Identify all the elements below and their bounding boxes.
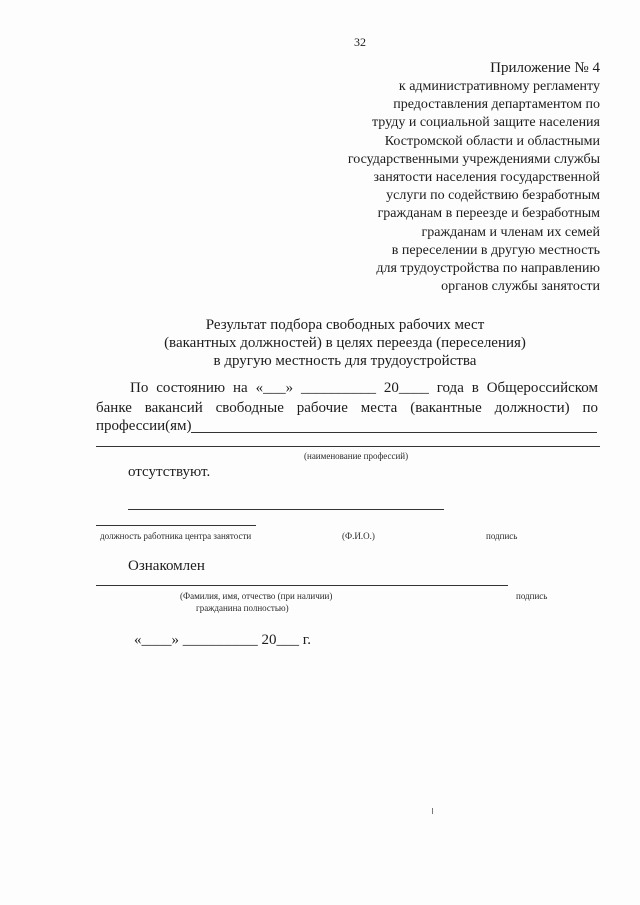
appendix-title: Приложение № 4	[490, 60, 600, 76]
result-title-line: (вакантных должностей) в целях переезда (переселения)	[164, 335, 526, 351]
appendix-line: органов службы занятости	[441, 279, 600, 295]
appendix-line: к административному регламенту	[398, 79, 600, 94]
body-line-2: банке вакансий свободные рабочие места (вакантные должности) по	[96, 400, 598, 416]
fio-caption: (Ф.И.О.)	[342, 531, 375, 541]
citizen-caption-1: (Фамилия, имя, отчество (при наличии)	[180, 591, 333, 601]
acknowledged-label: Ознакомлен	[128, 558, 205, 574]
date-line[interactable]: «____» __________ 20___ г.	[134, 632, 311, 648]
citizen-caption-2: гражданина полностью)	[196, 603, 289, 613]
result-title-line: в другую местность для трудоустройства	[213, 353, 477, 369]
appendix-line: предоставления департаментом по	[393, 97, 600, 113]
result-title	[130, 316, 560, 370]
professions-field-line-2[interactable]	[96, 446, 600, 447]
absent-text: отсутствуют.	[128, 464, 211, 480]
appendix-line: Костромской области и областными	[384, 133, 600, 149]
position-field-line[interactable]	[96, 525, 256, 526]
appendix-line: в переселении в другую местность	[391, 242, 600, 258]
blank-line[interactable]	[128, 509, 444, 510]
body-line-3: профессии(ям)	[96, 418, 192, 434]
page-number: 32	[354, 35, 366, 49]
citizen-field-line[interactable]	[96, 585, 508, 586]
appendix-line: гражданам и членам их семей	[421, 224, 600, 240]
body-line-1: По состоянию на «___» __________ 20____ года в Общероссийском	[130, 380, 598, 396]
appendix-line: занятости населения государственной	[373, 170, 600, 186]
citizen-signature-caption: подпись	[516, 591, 548, 601]
position-caption: должность работника центра занятости	[100, 531, 252, 541]
appendix-line: труду и социальной защите населения	[371, 115, 600, 131]
appendix-header	[300, 58, 600, 296]
appendix-line: для трудоустройства по направлению	[376, 261, 600, 277]
professions-caption: (наименование профессий)	[304, 451, 409, 461]
signature-caption: подпись	[486, 531, 518, 541]
scan-speck	[432, 808, 433, 814]
appendix-line: гражданам в переезде и безработным	[377, 206, 600, 222]
result-title-line: Результат подбора свободных рабочих мест	[205, 317, 485, 333]
appendix-line: услуги по содействию безработным	[386, 188, 600, 204]
professions-field-line[interactable]	[191, 432, 597, 433]
appendix-line: государственными учреждениями службы	[347, 151, 600, 167]
